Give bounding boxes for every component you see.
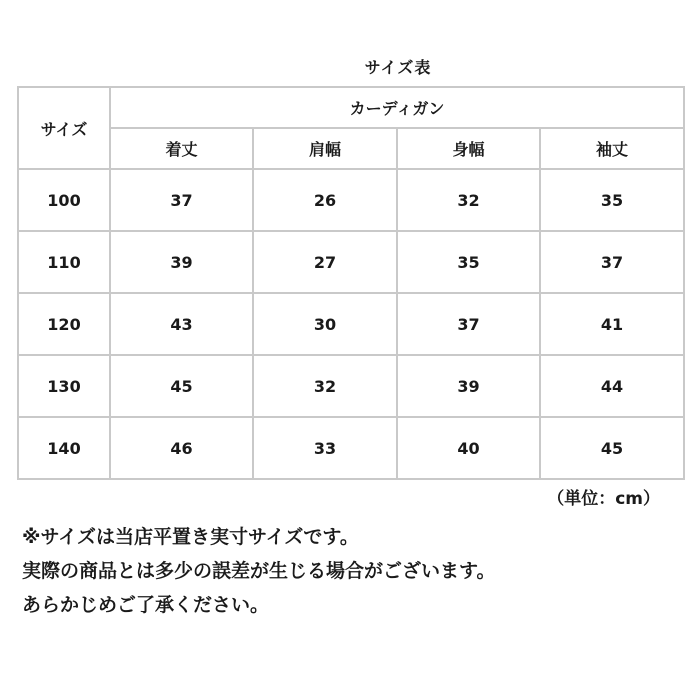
value-cell: 39 — [110, 231, 253, 293]
page-title: サイズ表 — [364, 58, 432, 77]
size-table — [17, 86, 685, 480]
value-cell: 35 — [540, 169, 684, 231]
value-cell: 30 — [253, 293, 397, 355]
size-cell: 130 — [18, 355, 110, 417]
size-cell: 100 — [18, 169, 110, 231]
size-cell: 140 — [18, 417, 110, 479]
value-cell: 45 — [110, 355, 253, 417]
table-row — [18, 231, 684, 293]
value-cell: 32 — [397, 169, 540, 231]
value-cell: 39 — [397, 355, 540, 417]
note-line: ※サイズは当店平置き実寸サイズです。 — [22, 526, 359, 548]
size-cell: 120 — [18, 293, 110, 355]
table-row — [18, 417, 684, 479]
note-line: 実際の商品とは多少の誤差が生じる場合がございます。 — [22, 560, 496, 582]
column-header: 着丈 — [110, 128, 253, 169]
value-cell: 40 — [397, 417, 540, 479]
value-cell: 37 — [397, 293, 540, 355]
table-row — [18, 293, 684, 355]
column-header-row — [18, 128, 684, 169]
table-row — [18, 169, 684, 231]
column-header: 肩幅 — [253, 128, 397, 169]
value-cell: 43 — [110, 293, 253, 355]
table-row — [18, 355, 684, 417]
size-cell: 110 — [18, 231, 110, 293]
table-header-row — [18, 87, 684, 128]
value-cell: 45 — [540, 417, 684, 479]
value-cell: 32 — [253, 355, 397, 417]
value-cell: 41 — [540, 293, 684, 355]
size-header-cell: サイズ — [18, 87, 110, 169]
group-header-cell: カーディガン — [110, 87, 684, 128]
value-cell: 46 — [110, 417, 253, 479]
value-cell: 37 — [540, 231, 684, 293]
note-line: あらかじめご了承ください。 — [22, 594, 270, 616]
column-header: 身幅 — [397, 128, 540, 169]
value-cell: 26 — [253, 169, 397, 231]
value-cell: 35 — [397, 231, 540, 293]
value-cell: 27 — [253, 231, 397, 293]
column-header: 袖丈 — [540, 128, 684, 169]
value-cell: 33 — [253, 417, 397, 479]
unit-label: （単位：cm） — [547, 489, 660, 509]
value-cell: 37 — [110, 169, 253, 231]
value-cell: 44 — [540, 355, 684, 417]
notes — [22, 520, 495, 622]
